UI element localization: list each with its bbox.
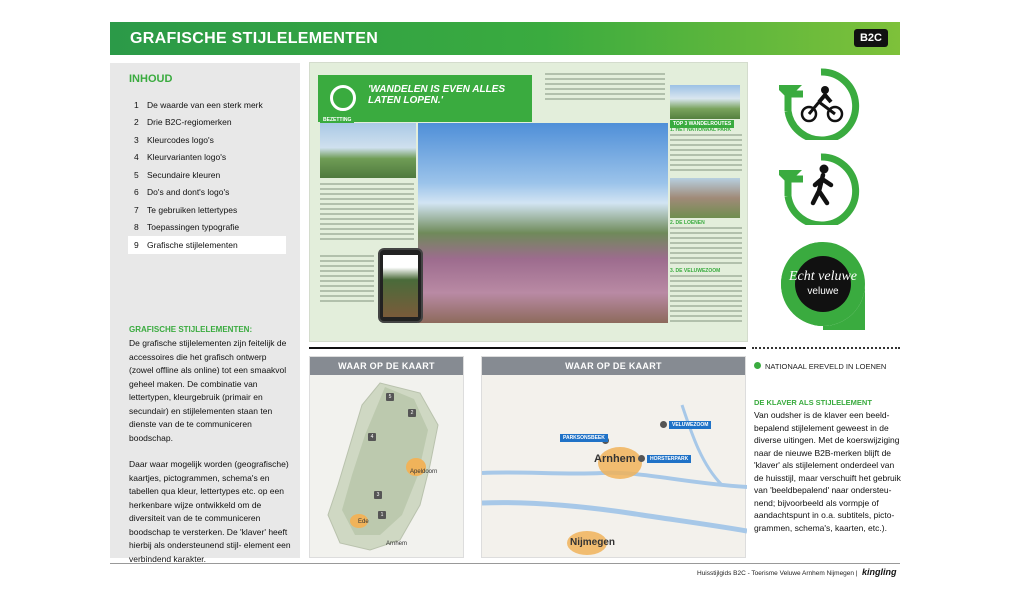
heading-2: 2. DE LOENEN <box>670 220 705 226</box>
toc-item-9-active[interactable]: 9 Grafische stijlelementen <box>128 236 286 254</box>
klaver-heading: DE KLAVER ALS STIJLELEMENT <box>754 398 872 407</box>
echt-veluwe-badge <box>779 240 867 332</box>
phone-image <box>378 248 423 323</box>
clover-bullet-icon <box>754 362 761 369</box>
toc-item-8[interactable]: 8 Toepassingen typografie <box>134 222 240 233</box>
table-of-contents <box>128 96 286 254</box>
map1-pin-3[interactable]: 3 <box>374 491 382 499</box>
klaver-body: Van oudsher is de klaver een beeld- bepalend stijlelement geweest in de diverse uitingen. Met de koerswijziging naar de nieuwe B2B-merken blijft de 'klaver' als stijlelement onderdeel van de huisstijl, maar verschuift het gebruik van 'beeldbepalend' naar ondersteu- nend; bijvoorbeeld als vormpje of aandachtspunt in o.a. subtitels, picto- grammen, schema's, kaarten, etc.). <box>754 410 901 533</box>
toc-item-5[interactable]: 5 Secundaire kleuren <box>134 169 221 180</box>
text-block-r1 <box>670 134 742 174</box>
map1-title: WAAR OP DE KAART <box>310 357 463 375</box>
map2-title: WAAR OP DE KAART <box>482 357 745 375</box>
section-body <box>129 337 293 579</box>
walking-clover-icon <box>779 153 863 225</box>
dotted-divider <box>752 347 900 349</box>
map2-city-arnhem: Arnhem <box>594 453 636 465</box>
toc-item-1[interactable]: 1 De waarde van een sterk merk <box>134 99 263 110</box>
map-arnhem-nijmegen <box>481 356 746 558</box>
map1-pin-1[interactable]: 1 <box>378 511 386 519</box>
map2-dot-horsterpark[interactable] <box>638 455 645 462</box>
map2-label-horsterpark: HORSTERPARK <box>647 455 691 463</box>
caption-loenen: NATIONAAL EREVELD IN LOENEN <box>765 362 887 371</box>
b2c-badge: B2C <box>854 29 888 47</box>
heading-1: 1. HET NATIONAAL PARK <box>670 127 732 133</box>
photo-lake <box>320 123 416 178</box>
sidebar <box>110 63 300 564</box>
photo-path <box>670 85 740 119</box>
toc-item-7[interactable]: 7 Te gebruiken lettertypes <box>134 204 238 215</box>
text-block-r2 <box>670 227 742 267</box>
map1-region-shape <box>310 375 465 559</box>
label-top3: TOP 3 WANDELROUTES <box>670 120 734 128</box>
map2-city-nijmegen: Nijmegen <box>570 537 616 548</box>
photo-building <box>670 178 740 218</box>
text-block-r3 <box>670 275 742 325</box>
text-block-intro <box>545 73 665 103</box>
map1-pin-4[interactable]: 4 <box>368 433 376 441</box>
toc-item-6[interactable]: 6 Do's and dont's logo's <box>134 187 230 198</box>
toc-heading: INHOUD <box>129 73 173 85</box>
page-title: GRAFISCHE STIJLELEMENTEN <box>130 30 379 47</box>
quote-box <box>318 75 532 122</box>
page-header <box>110 22 900 55</box>
walking-icon <box>330 85 356 111</box>
label-bezetting: BEZETTING <box>320 116 354 124</box>
map2-label-parksonsbeek: PARKSONSBEEK <box>560 434 608 442</box>
paragraph-1: De grafische stijlelementen zijn feitelijk de accessoires die het grafisch ontwerp (zowel offline als online) tot een smaakvol geheel maken. De combinatie van lettertypen, kleurgebruik (primair en secundair) en stijlelementen staan ten dienste van de te communiceren boodschap. <box>129 338 287 443</box>
footer-divider <box>110 563 900 564</box>
cycling-clover-icon <box>779 68 863 140</box>
map2-dot-veluwezoom[interactable] <box>660 421 667 428</box>
magazine-spread-image <box>309 62 748 342</box>
map2-label-veluwezoom: VELUWEZOOM <box>669 421 711 429</box>
photo-heath-walkers <box>418 123 668 323</box>
toc-item-4[interactable]: 4 Kleurvarianten logo's <box>134 152 227 163</box>
map1-city-apeldoorn: Apeldoorn <box>410 469 438 475</box>
footer-text: Huisstijlgids B2C - Toerisme Veluwe Arnhem Nijmegen | <box>697 570 858 577</box>
paragraph-2: Daar waar mogelijk worden (geografische) kaartjes, pictogrammen, schema's en tabellen qua kleur, lettertypes etc. op een herkenbare wijze ontwikkeld om de diversiteit van de te communiceren boodschap te versterken. De 'klaver' heeft hierbij als ondersteunend stijl- element een verbindend karakter. <box>129 459 291 564</box>
kingling-logo: kingling <box>862 567 897 577</box>
map1-city-ede: Ede <box>358 519 369 525</box>
badge-text: Echt veluwe <box>788 269 858 284</box>
map1-pin-2[interactable]: 2 <box>408 409 416 417</box>
section-heading: GRAFISCHE STIJLELEMENTEN: <box>129 325 253 334</box>
text-block-left <box>320 183 414 243</box>
heading-3: 3. DE VELUWEZOOM <box>670 268 721 274</box>
svg-text:veluwe: veluwe <box>807 286 839 297</box>
map-divider <box>309 347 746 349</box>
map1-pin-5[interactable]: 5 <box>386 393 394 401</box>
toc-item-3[interactable]: 3 Kleurcodes logo's <box>134 134 214 145</box>
map-veluwe <box>309 356 464 558</box>
text-block-left-2 <box>320 255 374 305</box>
quote-text: 'WANDELEN IS EVEN ALLES LATEN LOPEN.' <box>368 84 506 106</box>
map2-rivers <box>482 375 747 559</box>
toc-item-2[interactable]: 2 Drie B2C-regiomerken <box>134 117 232 128</box>
map1-city-arnhem: Arnhem <box>386 541 408 547</box>
